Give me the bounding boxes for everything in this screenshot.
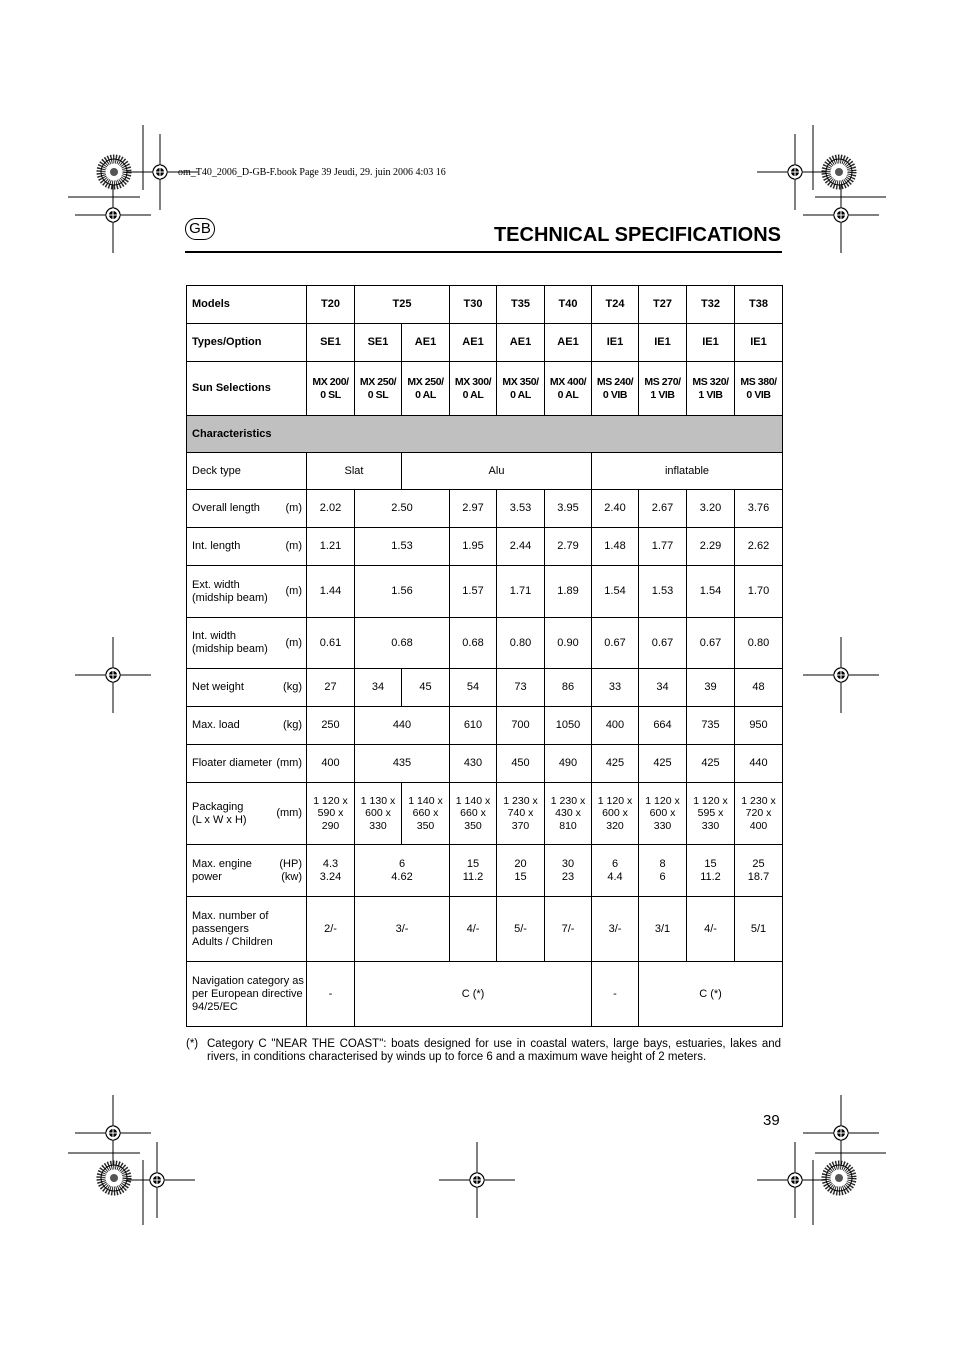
table-cell: T38 (735, 286, 783, 324)
table-cell: C (*) (355, 962, 592, 1027)
navigation-category-row (187, 962, 783, 1027)
table-cell: 3/- (592, 897, 639, 962)
table-cell: 0.68 (450, 618, 497, 669)
unit-label: (mm) (274, 783, 307, 845)
table-cell: 15 11.2 (450, 845, 497, 897)
table-cell: 1.21 (307, 528, 355, 566)
int-width-row (187, 618, 783, 669)
table-cell: 1.54 (687, 566, 735, 618)
table-cell: 1.95 (450, 528, 497, 566)
table-cell: 73 (497, 669, 545, 707)
row-label: Int. width (midship beam) (187, 618, 274, 669)
table-cell: 425 (592, 745, 639, 783)
table-cell: 30 23 (545, 845, 592, 897)
table-cell: MX 250/ 0 AL (402, 362, 450, 416)
table-cell: Alu (402, 453, 592, 490)
table-cell: 2.44 (497, 528, 545, 566)
table-cell: 3.76 (735, 490, 783, 528)
table-cell: MX 250/ 0 SL (355, 362, 402, 416)
table-cell: 34 (355, 669, 402, 707)
table-cell: 425 (687, 745, 735, 783)
table-cell: 33 (592, 669, 639, 707)
table-cell: 0.67 (687, 618, 735, 669)
footnote-mark: (*) (186, 1038, 199, 1050)
table-cell: 1 120 x 600 x 320 (592, 783, 639, 845)
row-label: Types/Option (187, 324, 307, 362)
table-cell: 1.53 (355, 528, 450, 566)
table-cell: 2.67 (639, 490, 687, 528)
unit-label: (m) (274, 618, 307, 669)
table-cell: 15 11.2 (687, 845, 735, 897)
unit-label: (kg) (274, 707, 307, 745)
table-cell: 1 230 x 740 x 370 (497, 783, 545, 845)
table-cell: 3/- (355, 897, 450, 962)
table-cell: 1.53 (639, 566, 687, 618)
row-label: Int. length (187, 528, 274, 566)
table-cell: 1 130 x 600 x 330 (355, 783, 402, 845)
table-cell: 1 230 x 720 x 400 (735, 783, 783, 845)
table-cell: 2.79 (545, 528, 592, 566)
table-cell: 1 120 x 600 x 330 (639, 783, 687, 845)
table-cell: 1.56 (355, 566, 450, 618)
net-weight-row (187, 669, 783, 707)
table-cell: 1.48 (592, 528, 639, 566)
table-cell: 3.95 (545, 490, 592, 528)
row-label: Packaging (L x W x H) (187, 783, 274, 845)
table-cell: 610 (450, 707, 497, 745)
table-cell: 1 140 x 660 x 350 (402, 783, 450, 845)
table-cell: T20 (307, 286, 355, 324)
row-label: Navigation category as per European directive 94/25/EC (187, 962, 307, 1027)
table-cell: SE1 (307, 324, 355, 362)
table-cell: 430 (450, 745, 497, 783)
unit-label: (kg) (274, 669, 307, 707)
table-cell: 1.70 (735, 566, 783, 618)
ext-width-row (187, 566, 783, 618)
types-row (187, 324, 783, 362)
table-cell: 735 (687, 707, 735, 745)
table-cell: 425 (639, 745, 687, 783)
table-cell: SE1 (355, 324, 402, 362)
table-cell: 1.44 (307, 566, 355, 618)
table-cell: MS 240/ 0 VIB (592, 362, 639, 416)
table-cell: 2.97 (450, 490, 497, 528)
table-cell: 0.80 (497, 618, 545, 669)
row-label: Sun Selections (187, 362, 307, 416)
table-cell: 1050 (545, 707, 592, 745)
table-cell: 48 (735, 669, 783, 707)
table-cell: T27 (639, 286, 687, 324)
table-cell: 0.61 (307, 618, 355, 669)
table-cell: 34 (639, 669, 687, 707)
table-cell: 2.50 (355, 490, 450, 528)
title-rule (185, 251, 782, 253)
table-cell: 0.90 (545, 618, 592, 669)
table-cell: 4/- (687, 897, 735, 962)
table-cell: MS 270/ 1 VIB (639, 362, 687, 416)
table-cell: Slat (307, 453, 402, 490)
table-cell: 2/- (307, 897, 355, 962)
max-engine-power-row (187, 845, 783, 897)
table-cell: 7/- (545, 897, 592, 962)
table-cell: 4/- (450, 897, 497, 962)
table-cell: T30 (450, 286, 497, 324)
table-cell: 440 (735, 745, 783, 783)
table-cell: 5/1 (735, 897, 783, 962)
table-cell: 1 140 x 660 x 350 (450, 783, 497, 845)
table-cell: 1.57 (450, 566, 497, 618)
packaging-row (187, 783, 783, 845)
row-label: Max. load (187, 707, 274, 745)
table-cell: MX 350/ 0 AL (497, 362, 545, 416)
table-cell: IE1 (735, 324, 783, 362)
row-label: Deck type (187, 453, 307, 490)
table-cell: 1.77 (639, 528, 687, 566)
language-badge: GB (185, 218, 215, 240)
footnote-text: Category C "NEAR THE COAST": boats designed for use in coastal waters, large bays, estuaries, lakes and rivers, in conditions characterised by winds up to force 6 and a maximum wave height of 2 meters. (207, 1038, 781, 1063)
table-cell: 45 (402, 669, 450, 707)
table-cell: inflatable (592, 453, 783, 490)
table-cell: 950 (735, 707, 783, 745)
table-cell: 39 (687, 669, 735, 707)
table-cell: 1.54 (592, 566, 639, 618)
table-cell: 435 (355, 745, 450, 783)
table-cell: T32 (687, 286, 735, 324)
page-title: TECHNICAL SPECIFICATIONS (493, 224, 781, 246)
unit-label: (HP) (kw) (274, 845, 307, 897)
max-load-row (187, 707, 783, 745)
table-cell: 2.02 (307, 490, 355, 528)
table-cell: T24 (592, 286, 639, 324)
spec-table (186, 285, 783, 1027)
table-cell: MX 400/ 0 AL (545, 362, 592, 416)
table-cell: T25 (355, 286, 450, 324)
table-cell: - (592, 962, 639, 1027)
table-cell: 6 4.4 (592, 845, 639, 897)
table-cell: 2.29 (687, 528, 735, 566)
row-label: Models (187, 286, 307, 324)
table-cell: - (307, 962, 355, 1027)
row-label: Overall length (187, 490, 274, 528)
table-cell: 700 (497, 707, 545, 745)
table-cell: MX 300/ 0 AL (450, 362, 497, 416)
table-cell: 1 120 x 595 x 330 (687, 783, 735, 845)
table-cell: C (*) (639, 962, 783, 1027)
table-cell: IE1 (592, 324, 639, 362)
row-label: Floater diameter (187, 745, 274, 783)
table-cell: AE1 (545, 324, 592, 362)
overall-length-row (187, 490, 783, 528)
table-cell: 1.71 (497, 566, 545, 618)
table-cell: 0.80 (735, 618, 783, 669)
table-cell: 3.53 (497, 490, 545, 528)
table-cell: 86 (545, 669, 592, 707)
characteristics-header-row (187, 416, 783, 453)
models-row (187, 286, 783, 324)
deck-type-row (187, 453, 783, 490)
unit-label: (mm) (274, 745, 307, 783)
table-cell: 6 4.62 (355, 845, 450, 897)
table-cell: 1 120 x 590 x 290 (307, 783, 355, 845)
row-label: Ext. width (midship beam) (187, 566, 274, 618)
table-cell: 490 (545, 745, 592, 783)
int-length-row (187, 528, 783, 566)
table-cell: 440 (355, 707, 450, 745)
section-heading: Characteristics (187, 416, 783, 453)
table-cell: AE1 (450, 324, 497, 362)
table-cell: 3.20 (687, 490, 735, 528)
table-cell: 5/- (497, 897, 545, 962)
table-cell: AE1 (497, 324, 545, 362)
table-cell: MS 320/ 1 VIB (687, 362, 735, 416)
sun-selections-row (187, 362, 783, 416)
table-cell: 4.3 3.24 (307, 845, 355, 897)
table-cell: 1.89 (545, 566, 592, 618)
max-passengers-row (187, 897, 783, 962)
table-cell: 664 (639, 707, 687, 745)
unit-label: (m) (274, 528, 307, 566)
table-cell: 400 (592, 707, 639, 745)
table-cell: 450 (497, 745, 545, 783)
row-label: Net weight (187, 669, 274, 707)
table-cell: 0.68 (355, 618, 450, 669)
table-cell: 25 18.7 (735, 845, 783, 897)
table-cell: 54 (450, 669, 497, 707)
table-cell: 400 (307, 745, 355, 783)
page-number: 39 (763, 1112, 780, 1129)
unit-label: (m) (274, 566, 307, 618)
floater-diameter-row (187, 745, 783, 783)
table-cell: AE1 (402, 324, 450, 362)
table-cell: 3/1 (639, 897, 687, 962)
table-cell: IE1 (687, 324, 735, 362)
unit-label: (m) (274, 490, 307, 528)
table-cell: MS 380/ 0 VIB (735, 362, 783, 416)
table-cell: 2.40 (592, 490, 639, 528)
table-cell: 20 15 (497, 845, 545, 897)
row-label: Max. number of passengers Adults / Children (187, 897, 307, 962)
table-cell: 0.67 (592, 618, 639, 669)
table-cell: IE1 (639, 324, 687, 362)
table-cell: MX 200/ 0 SL (307, 362, 355, 416)
table-cell: T35 (497, 286, 545, 324)
table-cell: 0.67 (639, 618, 687, 669)
table-cell: T40 (545, 286, 592, 324)
row-label: Max. engine power (187, 845, 274, 897)
table-cell: 1 230 x 430 x 810 (545, 783, 592, 845)
table-cell: 27 (307, 669, 355, 707)
table-cell: 8 6 (639, 845, 687, 897)
table-cell: 250 (307, 707, 355, 745)
table-cell: 2.62 (735, 528, 783, 566)
book-slug: om_T40_2006_D-GB-F.book Page 39 Jeudi, 29. juin 2006 4:03 16 (178, 167, 446, 178)
